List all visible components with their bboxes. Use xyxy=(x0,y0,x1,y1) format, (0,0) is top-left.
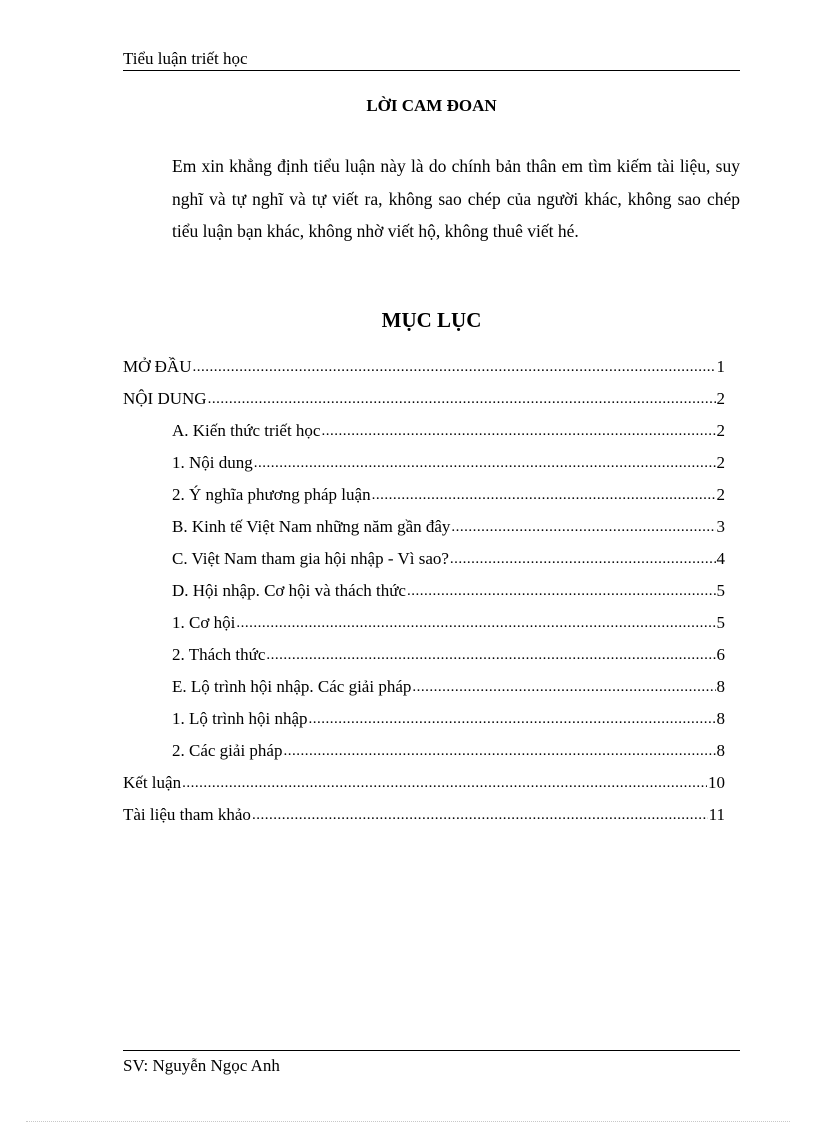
toc-entry-label: B. Kinh tế Việt Nam những năm gần đây xyxy=(172,517,451,536)
toc-heading: MỤC LỤC xyxy=(381,308,482,332)
toc-entry-page: 3 xyxy=(716,517,725,536)
toc-entry-label: NỘI DUNG xyxy=(123,389,207,408)
toc-entry-e[interactable] xyxy=(123,675,725,707)
table-of-contents xyxy=(123,355,725,835)
dot-leader xyxy=(309,706,716,731)
toc-entry-a-1[interactable] xyxy=(123,451,725,483)
page-bottom-edge xyxy=(26,1121,790,1122)
dot-leader xyxy=(192,354,715,379)
dot-leader xyxy=(450,546,716,571)
toc-entry-b[interactable] xyxy=(123,515,725,547)
toc-entry-page: 10 xyxy=(708,773,725,792)
toc-entry-page: 8 xyxy=(716,741,725,760)
dot-leader xyxy=(182,770,707,795)
dot-leader xyxy=(321,418,715,443)
toc-entry-label: A. Kiến thức triết học xyxy=(172,421,321,440)
toc-entry-label: E. Lộ trình hội nhập. Các giải pháp xyxy=(172,677,412,696)
toc-entry-c[interactable] xyxy=(123,547,725,579)
toc-entry-noi-dung[interactable] xyxy=(123,387,725,419)
toc-entry-label: C. Việt Nam tham gia hội nhập - Vì sao? xyxy=(172,549,449,568)
toc-entry-label: 1. Nội dung xyxy=(172,453,253,472)
toc-entry-label: 2. Các giải pháp xyxy=(172,741,283,760)
toc-entry-label: MỞ ĐẦU xyxy=(123,357,192,376)
dot-leader xyxy=(407,578,716,603)
page-footer xyxy=(123,1050,740,1078)
toc-entry-page: 5 xyxy=(716,613,725,632)
declaration-heading: LỜI CAM ĐOAN xyxy=(366,96,497,115)
toc-entry-page: 2 xyxy=(716,421,725,440)
toc-entry-tai-lieu-tham-khao[interactable] xyxy=(123,803,725,835)
dot-leader xyxy=(208,386,716,411)
toc-entry-label: 2. Thách thức xyxy=(172,645,266,664)
dot-leader xyxy=(451,514,715,539)
toc-entry-label: Tài liệu tham khảo xyxy=(123,805,251,824)
header-title: Tiểu luận triết học xyxy=(123,49,248,68)
toc-entry-label: D. Hội nhập. Cơ hội và thách thức xyxy=(172,581,406,600)
toc-entry-a-2[interactable] xyxy=(123,483,725,515)
toc-entry-page: 8 xyxy=(716,677,725,696)
toc-entry-ket-luan[interactable] xyxy=(123,771,725,803)
toc-entry-label: 2. Ý nghĩa phương pháp luận xyxy=(172,485,371,504)
toc-entry-d-2[interactable] xyxy=(123,643,725,675)
toc-entry-mo-dau[interactable] xyxy=(123,355,725,387)
toc-entry-page: 1 xyxy=(716,357,725,376)
dot-leader xyxy=(283,738,715,763)
dot-leader xyxy=(236,610,715,635)
toc-entry-e-1[interactable] xyxy=(123,707,725,739)
toc-entry-e-2[interactable] xyxy=(123,739,725,771)
dot-leader xyxy=(252,802,708,827)
toc-entry-d[interactable] xyxy=(123,579,725,611)
dot-leader xyxy=(254,450,716,475)
page-header xyxy=(123,48,740,71)
footer-author: SV: Nguyễn Ngọc Anh xyxy=(123,1056,280,1075)
toc-entry-label: Kết luận xyxy=(123,773,182,792)
toc-entry-page: 4 xyxy=(716,549,725,568)
toc-entry-d-1[interactable] xyxy=(123,611,725,643)
toc-entry-page: 2 xyxy=(716,453,725,472)
toc-entry-page: 11 xyxy=(708,805,725,824)
dot-leader xyxy=(372,482,716,507)
toc-entry-a[interactable] xyxy=(123,419,725,451)
toc-entry-page: 2 xyxy=(716,389,725,408)
toc-entry-label: 1. Cơ hội xyxy=(172,613,236,632)
dot-leader xyxy=(266,642,715,667)
toc-entry-page: 6 xyxy=(716,645,725,664)
declaration-body: Em xin khẳng định tiểu luận này là do chính bản thân em tìm kiếm tài liệu, suy nghĩ và tự nghĩ và tự viết ra, không sao chép của người khác, không sao chép tiểu luận bạn khác, không nhờ viết hộ, không thuê viết hé. xyxy=(172,156,740,241)
dot-leader xyxy=(412,674,715,699)
toc-entry-label: 1. Lộ trình hội nhập xyxy=(172,709,308,728)
toc-entry-page: 2 xyxy=(716,485,725,504)
toc-entry-page: 8 xyxy=(716,709,725,728)
toc-entry-page: 5 xyxy=(716,581,725,600)
